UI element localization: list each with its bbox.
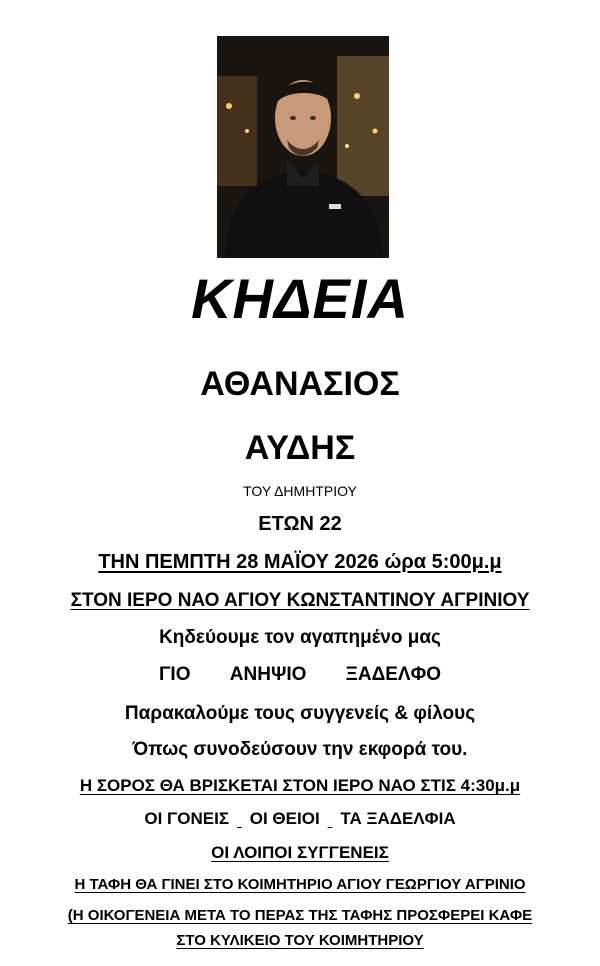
deceased-age: ΕΤΩΝ 22 (258, 513, 342, 535)
family-parents: ΟΙ ΓΟΝΕΙΣ (144, 809, 230, 828)
relation-cousin: ΞΑΔΕΛΦΟ (345, 664, 441, 685)
portrait-illustration (217, 36, 389, 258)
mourning-text: Κηδεύουμε τον αγαπημένο μας (159, 627, 441, 648)
other-relatives: ΟΙ ΛΟΙΠΟΙ ΣΥΓΓΕΝΕΙΣ (211, 843, 389, 862)
coffee-notice-line-2: ΣΤΟ ΚΥΛΙΚΕΙΟ ΤΟΥ ΚΟΙΜΗΤΗΡΙΟΥ (176, 932, 424, 949)
funeral-date-time: ΤΗΝ ΠΕΜΠΤΗ 28 ΜΑΪΟΥ 2026 ώρα 5:00μ.μ (98, 551, 502, 573)
escort-text: Όπως συνοδεύσουν την εκφορά του. (132, 739, 468, 760)
family-cousins: ΤΑ ΞΑΔΕΛΦΙΑ (340, 809, 456, 828)
coffin-notice: Η ΣΟΡΟΣ ΘΑ ΒΡΙΣΚΕΤΑΙ ΣΤΟΝ ΙΕΡΟ ΝΑΟ ΣΤΙΣ 4:30μ.μ (79, 776, 521, 795)
notice-title: ΚΗΔΕΙΑ (191, 267, 409, 330)
relation-nephew: ΑΝΗΨΙΟ (229, 664, 307, 685)
funeral-church: ΣΤΟΝ ΙΕΡΟ ΝΑΟ ΑΓΙΟΥ ΚΩΝΣΤΑΝΤΙΝΟΥ ΑΓΡΙΝΙΟΥ (70, 590, 530, 611)
father-name: ΤΟΥ ΔΗΜΗΤΡΙΟΥ (243, 483, 357, 499)
family-row (0, 807, 600, 831)
deceased-portrait-photo (217, 36, 389, 258)
family-uncles: ΟΙ ΘΕΙΟΙ (249, 809, 320, 828)
relation-son: ΓΙΟ (159, 664, 191, 685)
deceased-first-name: ΑΘΑΝΑΣΙΟΣ (200, 365, 400, 403)
relations-row (0, 662, 600, 688)
invitation-text: Παρακαλούμε τους συγγενείς & φίλους (124, 703, 476, 724)
burial-notice: Η ΤΑΦΗ ΘΑ ΓΙΝΕΙ ΣΤΟ ΚΟΙΜΗΤΗΡΙΟ ΑΓΙΟΥ ΓΕΩΡΓΙΟΥ ΑΓΡΙΝΙΟ (74, 876, 526, 893)
coffee-notice-line-1: (Η ΟΙΚΟΓΕΝΕΙΑ ΜΕΤΑ ΤΟ ΠΕΡΑΣ ΤΗΣ ΤΑΦΗΣ ΠΡΟΣΦΕΡΕΙ ΚΑΦΕ (67, 907, 533, 924)
deceased-last-name: ΑΥΔΗΣ (244, 429, 356, 467)
